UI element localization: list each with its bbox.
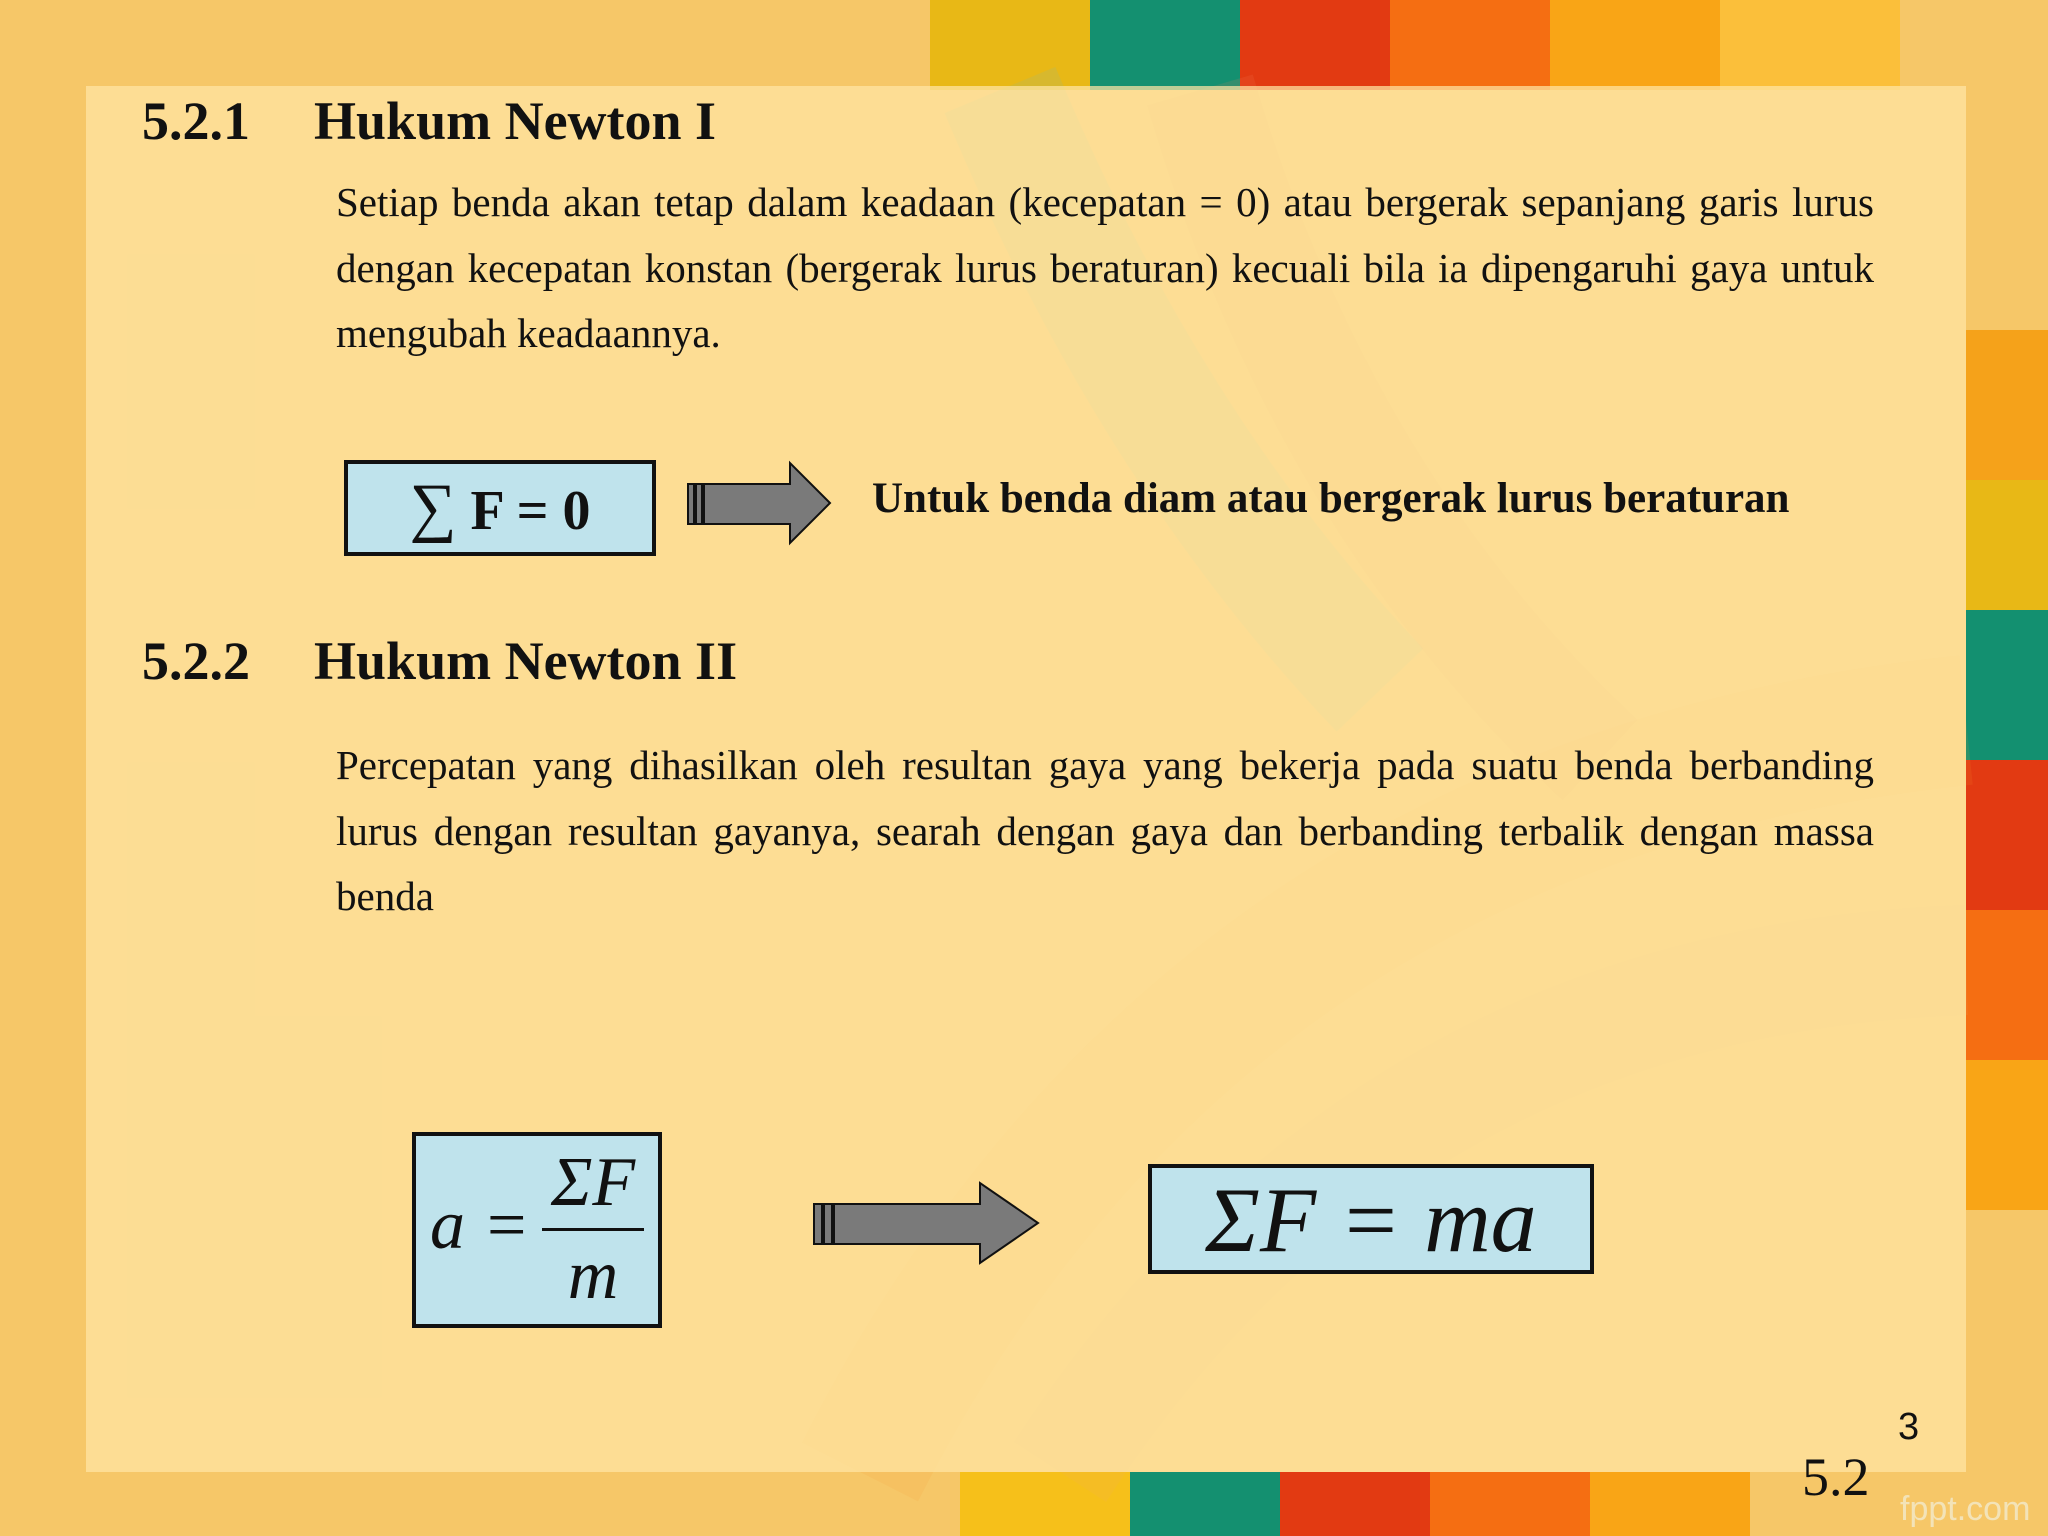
page-number: 3 (1898, 1406, 1920, 1448)
equation-sum-f-ma: ΣF = ma (1148, 1164, 1594, 1274)
equation-acceleration-lhs: a = (430, 1187, 530, 1264)
newton-1-note: Untuk benda diam atau bergerak lurus beraturan (872, 475, 1790, 522)
section-label: 5.2 (1802, 1447, 1870, 1507)
section-2-heading (142, 630, 737, 692)
section-2-title: Hukum Newton II (314, 631, 738, 691)
brand-watermark: fppt.com (1900, 1490, 2031, 1528)
section-2-number: 5.2.2 (142, 631, 250, 691)
equation-acceleration (412, 1132, 662, 1328)
fraction-numerator: ΣF (550, 1144, 636, 1221)
right-arrow-icon-2 (812, 1180, 1042, 1266)
section-1-number: 5.2.1 (142, 91, 250, 151)
sigma-symbol: ∑ (409, 471, 457, 544)
right-arrow-icon (686, 460, 834, 546)
section-1-title: Hukum Newton I (314, 91, 717, 151)
equation-sum-f-zero-text: F = 0 (470, 480, 591, 542)
fraction-bar (542, 1228, 644, 1231)
fraction-denominator: m (567, 1237, 619, 1314)
section-1-heading (142, 90, 716, 152)
section-2-paragraph: Percepatan yang dihasilkan oleh resultan gaya yang bekerja pada suatu benda berbanding lurus dengan resultan gayanya, searah dengan gaya dan berbanding terbalik dengan massa benda (336, 742, 1874, 919)
section-1-paragraph: Setiap benda akan tetap dalam keadaan (kecepatan = 0) atau bergerak sepanjang garis lurus dengan kecepatan konstan (bergerak lurus beraturan) kecuali bila ia dipengaruhi gaya untuk mengubah keadaannya. (336, 179, 1874, 356)
fraction (542, 1144, 644, 1315)
equation-sum-f-zero (344, 460, 656, 556)
